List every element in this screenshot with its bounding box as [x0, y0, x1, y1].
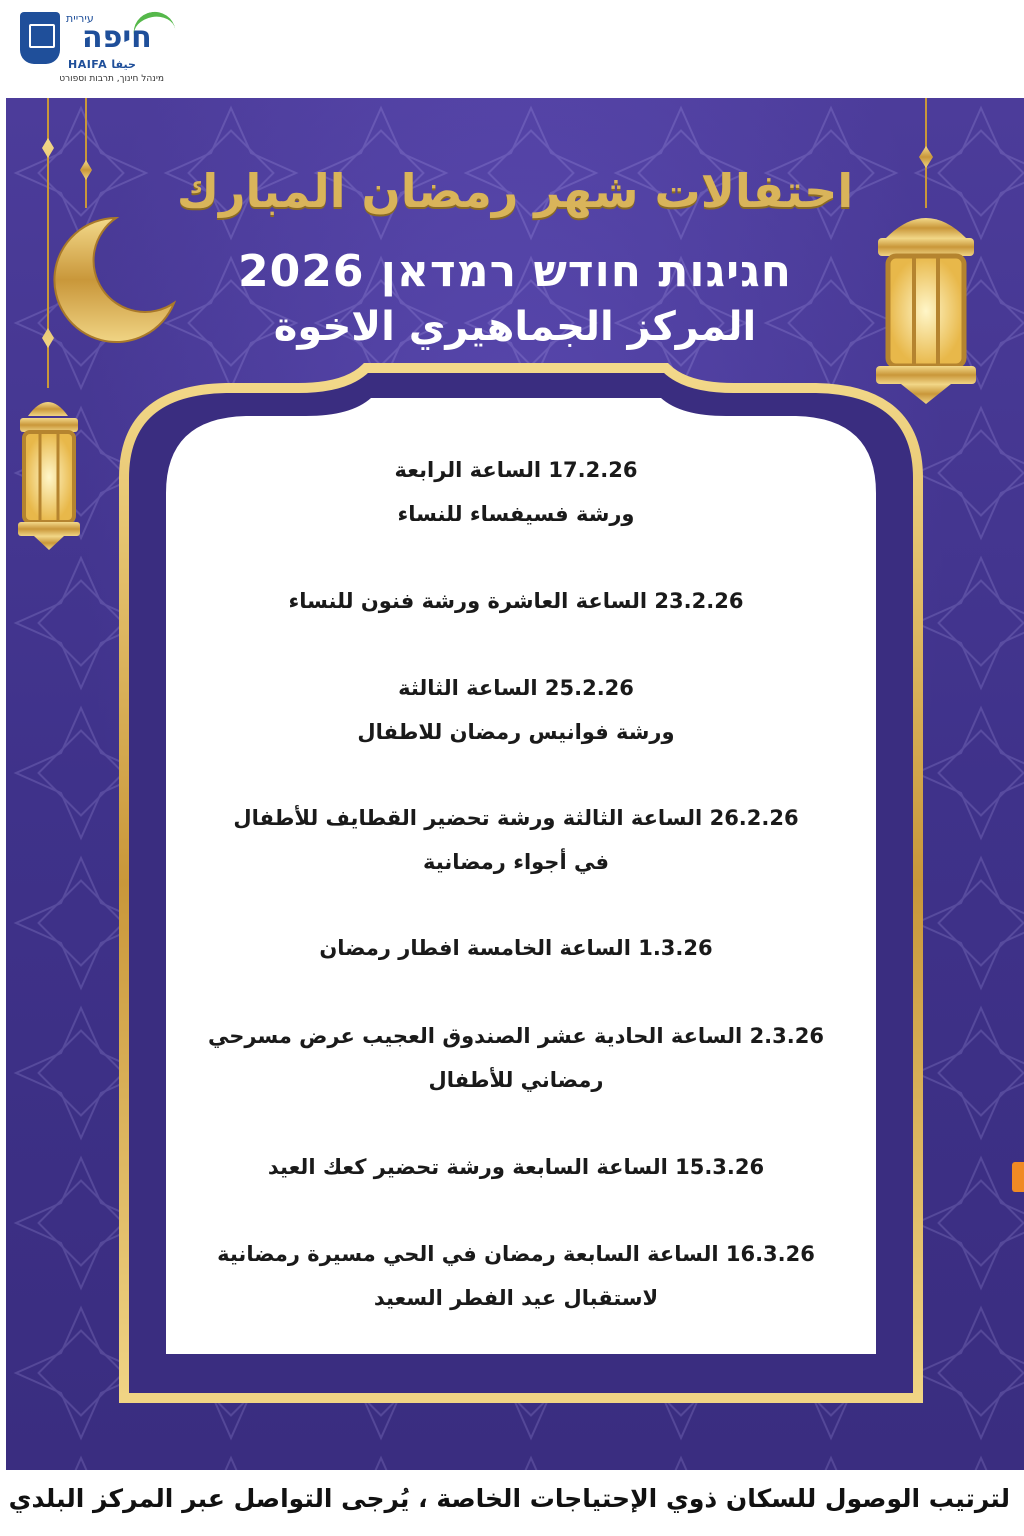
footer [0, 1470, 1024, 1536]
event-item [166, 796, 866, 884]
events-list [166, 448, 866, 1348]
title-hebrew: חגיגות חודש רמדאן 2026 [238, 246, 792, 297]
event-line: 16.3.26 الساعة السابعة رمضان في الحي مسيرة رمضانية [217, 1242, 815, 1266]
haifa-crest-icon [20, 12, 60, 64]
logo-city-name: חיפה [82, 20, 152, 55]
event-line: رمضاني للأطفال [428, 1068, 604, 1092]
logo-department: מינהל חינוך, תרבות וספורט [59, 74, 164, 84]
event-line: 17.2.26 الساعة الرابعة [394, 458, 638, 482]
event-item [166, 926, 866, 970]
leaf-icon [130, 9, 175, 39]
event-line: في أجواء رمضانية [423, 850, 609, 874]
event-item [166, 579, 866, 623]
event-item [166, 666, 866, 754]
logo-city-small: עיריית [66, 12, 94, 25]
logo-city-en: HAIFA حيفا [68, 58, 136, 71]
community-center-name: المركز الجماهيري الاخوة [273, 304, 757, 350]
lantern-icon-left [18, 402, 80, 550]
event-line: ورشة فوانيس رمضان للاطفال [357, 720, 675, 744]
event-item [166, 448, 866, 536]
event-item [166, 1014, 866, 1102]
header [0, 0, 1024, 96]
event-line: 25.2.26 الساعة الثالثة [398, 676, 634, 700]
haifa-logo [20, 8, 165, 86]
event-line: لاستقبال عيد الفطر السعيد [373, 1286, 659, 1310]
canva-watermark-icon [1012, 1162, 1024, 1192]
event-line: 15.3.26 الساعة السابعة ورشة تحضير كعك العيد [267, 1155, 765, 1179]
title-arabic: احتفالات شهر رمضان المبارك [176, 164, 854, 218]
ramadan-poster [6, 98, 1024, 1470]
accessibility-notice: لترتيب الوصول للسكان ذوي الإحتياجات الخاصة ، يُرجى التواصل عبر المركز البلدي [8, 1484, 1010, 1513]
event-item [166, 1145, 866, 1189]
event-line: 26.2.26 الساعة الثالثة ورشة تحضير القطايف للأطفال [233, 806, 799, 830]
event-line: 23.2.26 الساعة العاشرة ورشة فنون للنساء [288, 589, 744, 613]
event-line: ورشة فسيفساء للنساء [397, 502, 635, 526]
event-line: 2.3.26 الساعة الحادية عشر الصندوق العجيب عرض مسرحي [208, 1024, 824, 1048]
event-line: 1.3.26 الساعة الخامسة افطار رمضان [319, 936, 713, 960]
event-item [166, 1232, 866, 1320]
